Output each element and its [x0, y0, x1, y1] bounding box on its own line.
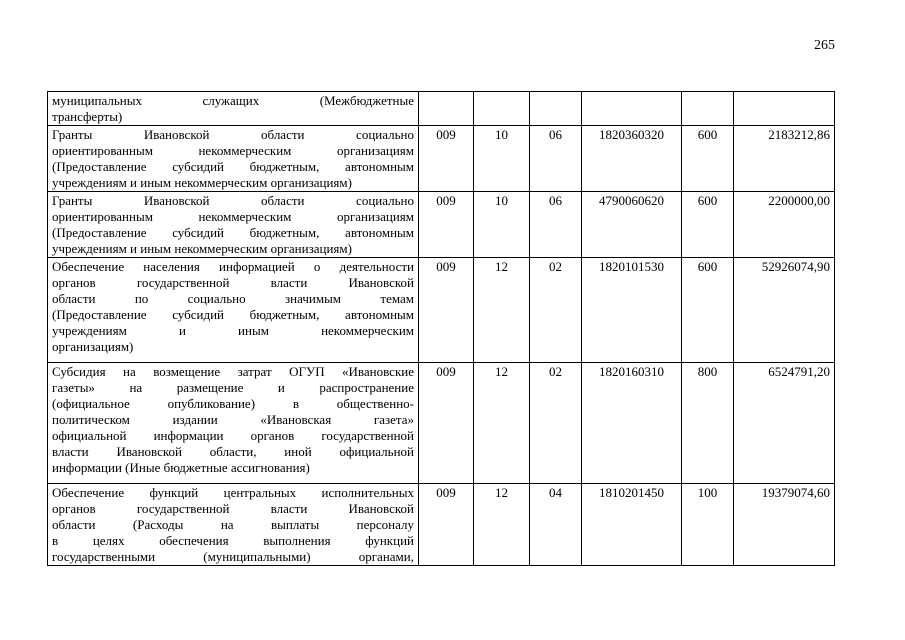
amount: 19379074,60: [734, 484, 835, 566]
row-description: [48, 363, 419, 484]
page-number: 265: [814, 38, 835, 53]
amount: [734, 92, 835, 126]
target-item-code: 1820360320: [582, 126, 682, 192]
row-description: [48, 258, 419, 363]
table-row: [48, 484, 835, 566]
subsection-code: 02: [530, 363, 582, 484]
description-line: (Предоставление субсидий бюджетным, автономным: [52, 159, 414, 174]
description-line: Гранты Ивановской области социально: [52, 127, 414, 142]
table-row: [48, 126, 835, 192]
expense-type-code: 600: [682, 258, 734, 363]
section-code: 12: [474, 363, 530, 484]
description-line: информации (Иные бюджетные ассигнования): [52, 460, 310, 475]
amount: 2183212,86: [734, 126, 835, 192]
target-item-code: 4790060620: [582, 192, 682, 258]
description-line: области по социально значимым темам: [52, 291, 414, 306]
description-line: Обеспечение функций центральных исполнительных: [52, 485, 414, 500]
target-item-code: [582, 92, 682, 126]
section-code: 12: [474, 258, 530, 363]
ministry-code: 009: [419, 363, 474, 484]
expense-type-code: 100: [682, 484, 734, 566]
description-line: ориентированным некоммерческим организациям: [52, 143, 414, 158]
description-line: (Предоставление субсидий бюджетным, автономным: [52, 307, 414, 322]
description-line: в целях обеспечения выполнения функций: [52, 533, 414, 548]
description-line: (Предоставление субсидий бюджетным, автономным: [52, 225, 414, 240]
table-row: [48, 363, 835, 484]
description-line: органов государственной власти Ивановской: [52, 501, 414, 516]
ministry-code: 009: [419, 484, 474, 566]
expense-type-code: 600: [682, 192, 734, 258]
table-row: [48, 92, 835, 126]
description-line: области (Расходы на выплаты персоналу: [52, 517, 414, 532]
description-line: учреждениям и иным некоммерческим организациям): [52, 241, 352, 256]
description-line: газеты» на размещение и распространение: [52, 380, 414, 395]
subsection-code: 04: [530, 484, 582, 566]
description-line: органов государственной власти Ивановской: [52, 275, 414, 290]
description-line: учреждениям и иным некоммерческим организациям): [52, 175, 352, 190]
row-description: [48, 126, 419, 192]
description-line: (официальное опубликование) в общественно-: [52, 396, 414, 411]
expense-type-code: [682, 92, 734, 126]
table-row: [48, 192, 835, 258]
section-code: 12: [474, 484, 530, 566]
description-line: Гранты Ивановской области социально: [52, 193, 414, 208]
expense-type-code: 800: [682, 363, 734, 484]
budget-table: [47, 91, 835, 566]
expense-type-code: 600: [682, 126, 734, 192]
description-line: Субсидия на возмещение затрат ОГУП «Ивановские: [52, 364, 414, 379]
section-code: [474, 92, 530, 126]
subsection-code: [530, 92, 582, 126]
description-line: трансферты): [52, 109, 123, 124]
subsection-code: 06: [530, 192, 582, 258]
description-line: государственными (муниципальными) органами,: [52, 549, 414, 564]
target-item-code: 1820101530: [582, 258, 682, 363]
row-description: [48, 92, 419, 126]
ministry-code: 009: [419, 258, 474, 363]
subsection-code: 02: [530, 258, 582, 363]
row-description: [48, 484, 419, 566]
section-code: 10: [474, 126, 530, 192]
amount: 6524791,20: [734, 363, 835, 484]
ministry-code: [419, 92, 474, 126]
target-item-code: 1810201450: [582, 484, 682, 566]
description-line: власти Ивановской области, иной официальной: [52, 444, 414, 459]
description-line: политическом издании «Ивановская газета»: [52, 412, 414, 427]
description-line: муниципальных служащих (Межбюджетные: [52, 93, 414, 108]
amount: 52926074,90: [734, 258, 835, 363]
target-item-code: 1820160310: [582, 363, 682, 484]
ministry-code: 009: [419, 192, 474, 258]
section-code: 10: [474, 192, 530, 258]
description-line: организациям): [52, 339, 134, 354]
table-row: [48, 258, 835, 363]
description-line: официальной информации органов государственной: [52, 428, 414, 443]
description-line: учреждениям и иным некоммерческим: [52, 323, 414, 338]
description-line: Обеспечение населения информацией о деятельности: [52, 259, 414, 274]
row-description: [48, 192, 419, 258]
subsection-code: 06: [530, 126, 582, 192]
description-line: ориентированным некоммерческим организациям: [52, 209, 414, 224]
ministry-code: 009: [419, 126, 474, 192]
amount: 2200000,00: [734, 192, 835, 258]
